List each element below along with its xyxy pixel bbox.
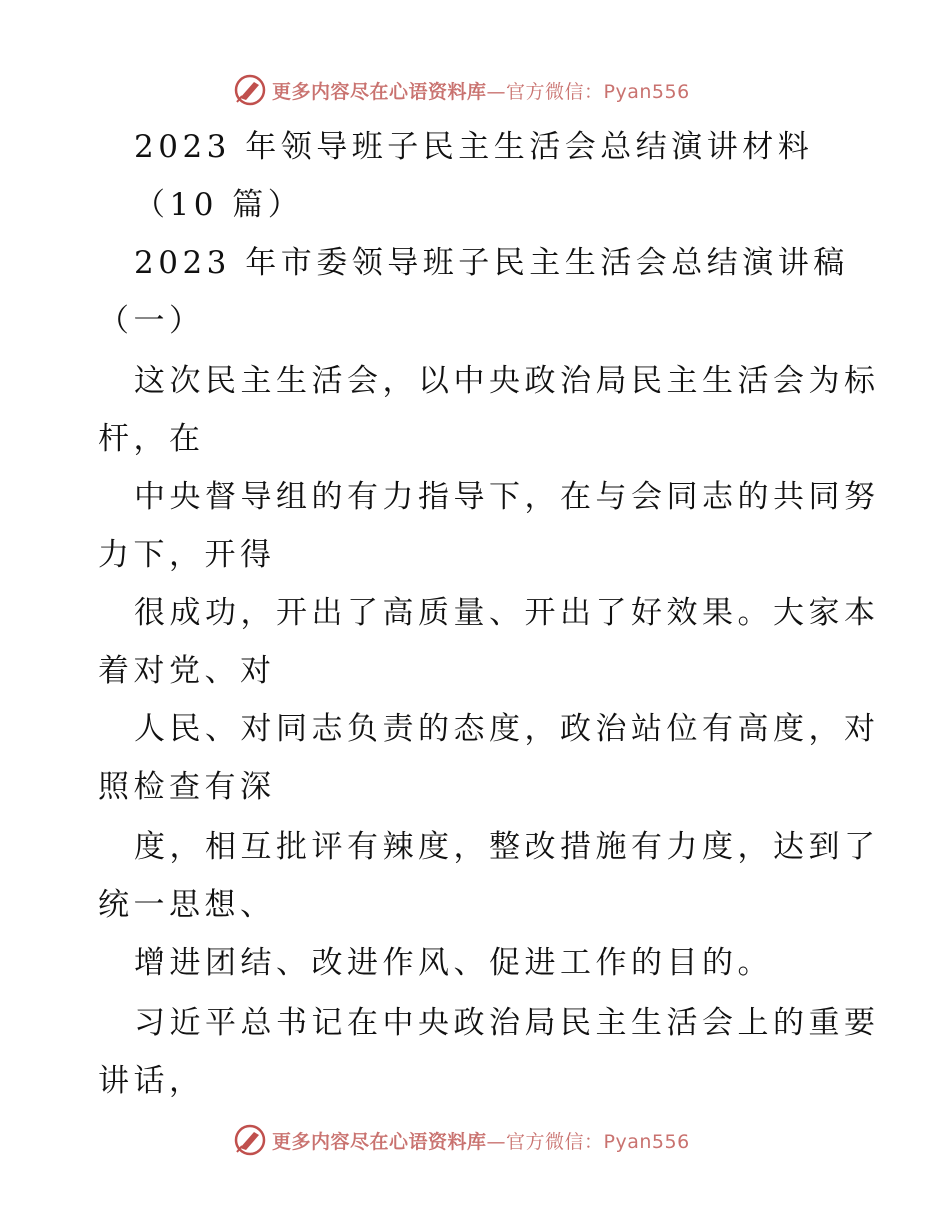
paragraph-line: 中央督导组的有力指导下，在与会同志的共同努 [134,479,880,515]
paragraph-line: 讲话， [98,1063,205,1099]
watermark-id: Pyan556 [603,80,690,103]
watermark-main: 更多内容尽在心语资料库 [272,1130,487,1153]
doc-title-count: （10 篇） [134,187,304,223]
paragraph-line: 增进团结、改进作风、促进工作的目的。 [134,945,773,981]
watermark-id: Pyan556 [603,1130,690,1153]
watermark-text [272,77,690,104]
paragraph-line: 人民、对同志负责的态度，政治站位有高度，对 [134,711,880,747]
paragraph-line: 这次民主生活会，以中央政治局民主生活会为标 [134,363,880,399]
paragraph-line: 很成功，开出了高质量、开出了好效果。大家本 [134,595,880,631]
paragraph-line: 力下，开得 [98,537,276,573]
watermark-sub: 官方微信： [506,80,604,103]
paragraph-line: 统一思想、 [98,887,276,923]
section-number: （一） [98,303,205,339]
watermark-text [272,1127,690,1154]
paragraph-line: 度，相互批评有辣度，整改措施有力度，达到了 [134,829,880,865]
watermark-sub: 官方微信： [506,1130,604,1153]
doc-title: 2023 年领导班子民主生活会总结演讲材料 [134,129,814,165]
watermark-banner-bottom [232,1120,690,1160]
paragraph-line: 照检查有深 [98,769,276,805]
watermark-main: 更多内容尽在心语资料库 [272,80,487,103]
pen-logo-icon [232,72,268,108]
watermark-banner-top [232,70,690,110]
paragraph-line: 杆，在 [98,421,205,457]
pen-logo-icon [232,1122,268,1158]
section-title: 2023 年市委领导班子民主生活会总结演讲稿 [134,245,849,281]
paragraph-line: 习近平总书记在中央政治局民主生活会上的重要 [134,1005,880,1041]
watermark-dash: — [486,1130,507,1153]
watermark-dash: — [486,80,507,103]
paragraph-line: 着对党、对 [98,653,276,689]
